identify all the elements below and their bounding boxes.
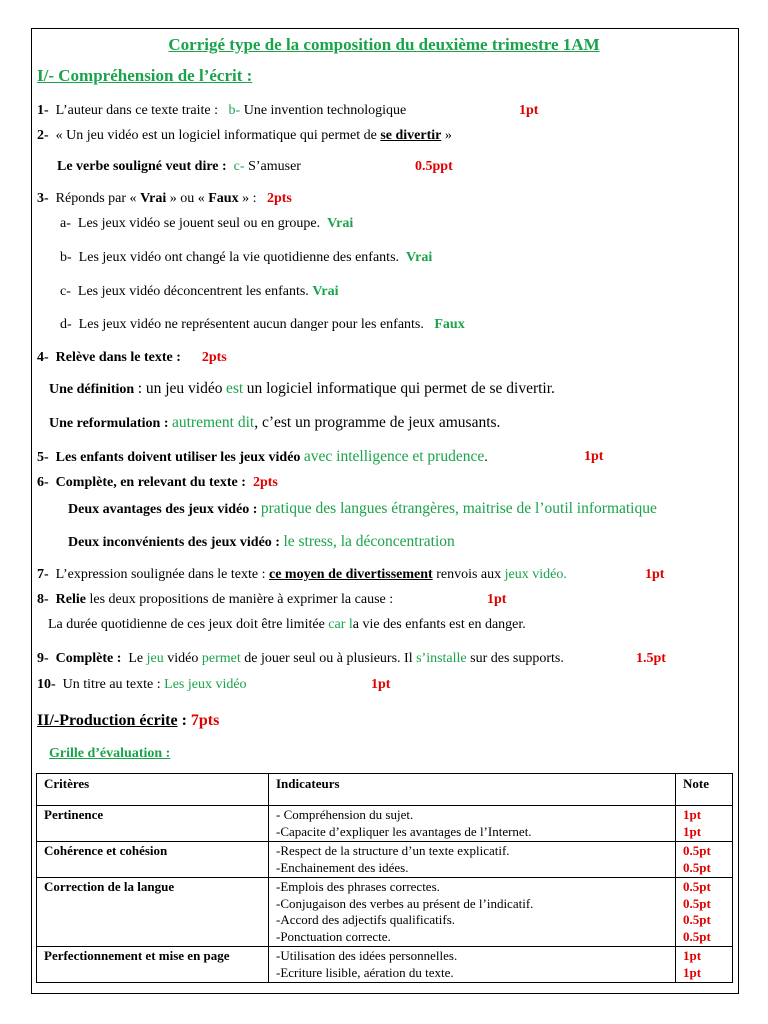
critere-cell: Cohérence et cohésion	[37, 842, 269, 878]
question-6: 6- Complète, en relevant du texte : 2pts	[37, 475, 278, 490]
question-8-sentence: La durée quotidienne de ces jeux doit être limitée car la vie des enfants est en danger.	[48, 617, 526, 632]
note-cell: 0.5pt 0.5pt	[676, 842, 733, 878]
question-7: 7- L’expression soulignée dans le texte : ce moyen de divertissement renvois aux jeux vidéo.	[37, 567, 567, 582]
section-comprehension-heading: I/- Compréhension de l’écrit :	[37, 66, 253, 85]
table-row	[37, 878, 733, 947]
question-2-points: 0.5ppt	[415, 159, 453, 174]
question-5: 5- Les enfants doivent utiliser les jeux vidéo avec intelligence et prudence.	[37, 448, 488, 465]
question-1-points: 1pt	[519, 103, 539, 118]
question-6-advantages: Deux avantages des jeux vidéo : pratique des langues étrangères, maitrise de l’outil informatique	[68, 500, 657, 517]
table-header-row	[37, 774, 733, 806]
question-3-item-d: d- Les jeux vidéo ne représentent aucun danger pour les enfants. Faux	[60, 317, 465, 332]
header-note: Note	[676, 774, 733, 806]
question-2-sub: Le verbe souligné veut dire : c- S’amuser	[57, 159, 301, 174]
question-5-points: 1pt	[584, 449, 604, 464]
question-9-points: 1.5pt	[636, 651, 666, 666]
critere-cell: Correction de la langue	[37, 878, 269, 947]
page-title: Corrigé type de la composition du deuxième trimestre 1AM	[168, 35, 600, 54]
question-10-points: 1pt	[371, 677, 391, 692]
indicateurs-cell: -Utilisation des idées personnelles. -Ecriture lisible, aération du texte.	[269, 947, 676, 983]
question-4-definition: Une définition : un jeu vidéo est un logiciel informatique qui permet de se divertir.	[49, 380, 555, 397]
question-2: 2- « Un jeu vidéo est un logiciel informatique qui permet de se divertir »	[37, 128, 452, 143]
question-9: 9- Complète : Le jeu vidéo permet de jouer seul ou à plusieurs. Il s’installe sur des supports.	[37, 651, 564, 666]
evaluation-grid	[36, 773, 733, 983]
question-3: 3- Réponds par « Vrai » ou « Faux » : 2pts	[37, 191, 292, 206]
question-6-disadvantages: Deux inconvénients des jeux vidéo : le stress, la déconcentration	[68, 533, 455, 550]
question-10: 10- Un titre au texte : Les jeux vidéo	[37, 677, 247, 692]
question-3-item-a: a- Les jeux vidéo se jouent seul ou en groupe. Vrai	[60, 216, 354, 231]
section-production-heading: II/-Production écrite : 7pts	[37, 712, 220, 729]
question-8-points: 1pt	[487, 592, 507, 607]
header-indicateurs: Indicateurs	[269, 774, 676, 806]
question-8: 8- Relie les deux propositions de manière à exprimer la cause :	[37, 592, 394, 607]
indicateurs-cell: - Compréhension du sujet. -Capacite d’expliquer les avantages de l’Internet.	[269, 806, 676, 842]
question-7-points: 1pt	[645, 567, 665, 582]
question-3-item-c: c- Les jeux vidéo déconcentrent les enfants. Vrai	[60, 284, 339, 299]
note-cell: 1pt 1pt	[676, 806, 733, 842]
critere-cell: Pertinence	[37, 806, 269, 842]
question-4: 4- Relève dans le texte : 2pts	[37, 350, 227, 365]
note-cell: 0.5pt 0.5pt 0.5pt 0.5pt	[676, 878, 733, 947]
question-1: 1- L’auteur dans ce texte traite : b- Une invention technologique	[37, 103, 407, 118]
note-cell: 1pt 1pt	[676, 947, 733, 983]
grille-label: Grille d’évaluation :	[49, 746, 171, 761]
indicateurs-cell: -Emplois des phrases correctes. -Conjugaison des verbes au présent de l’indicatif. -Accord des adjectifs qualificatifs. -Ponctuation correcte.	[269, 878, 676, 947]
question-3-item-b: b- Les jeux vidéo ont changé la vie quotidienne des enfants. Vrai	[60, 250, 433, 265]
critere-cell: Perfectionnement et mise en page	[37, 947, 269, 983]
table-row	[37, 806, 733, 842]
indicateurs-cell: -Respect de la structure d’un texte explicatif. -Enchainement des idées.	[269, 842, 676, 878]
header-criteres: Critères	[37, 774, 269, 806]
table-row	[37, 842, 733, 878]
table-row	[37, 947, 733, 983]
question-4-reformulation: Une reformulation : autrement dit, c’est un programme de jeux amusants.	[49, 414, 501, 431]
